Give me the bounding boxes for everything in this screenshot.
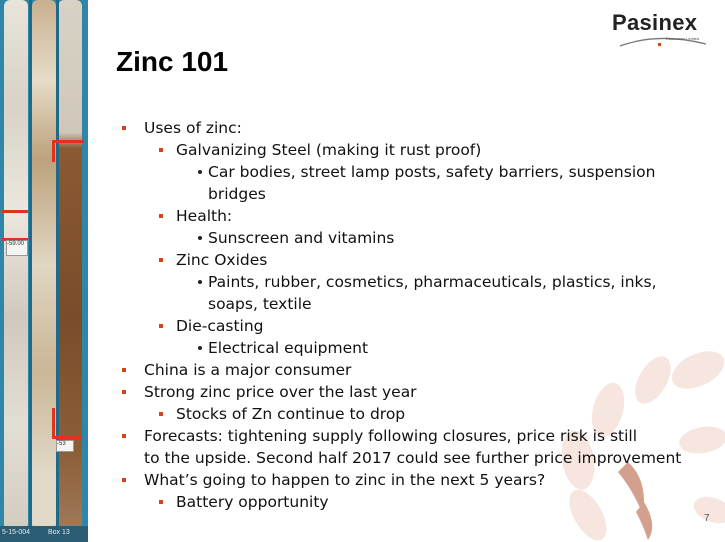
bullet-item: China is a major consumer xyxy=(144,361,352,379)
logo-tagline: Resources Limited xyxy=(666,36,700,41)
bullet-marker xyxy=(159,412,163,416)
bullet-item: Zinc Oxides xyxy=(176,251,268,269)
bullet-marker xyxy=(122,478,126,482)
page-number: 7 xyxy=(704,513,710,524)
tray-label-strip: 5-15-004 Box 13 xyxy=(0,526,88,542)
bullet-item: Strong zinc price over the last year xyxy=(144,383,417,401)
bullet-marker xyxy=(159,214,163,218)
bullet-item: Paints, rubber, cosmetics, pharmaceuticals, plastics, inks, xyxy=(208,273,657,291)
bullet-marker xyxy=(159,324,163,328)
bullet-marker xyxy=(198,280,202,284)
bullet-marker xyxy=(122,390,126,394)
bullet-marker xyxy=(122,368,126,372)
bullet-item: Stocks of Zn continue to drop xyxy=(176,405,406,423)
bullet-item: Forecasts: tightening supply following closures, price risk is still xyxy=(144,427,638,445)
depth-tag: -59.00 xyxy=(6,240,28,256)
bullet-item: Electrical equipment xyxy=(208,339,369,357)
bullet-marker xyxy=(198,170,202,174)
bullet-item-continuation: soaps, textile xyxy=(208,295,312,313)
bullet-marker xyxy=(198,346,202,350)
bullet-marker xyxy=(122,126,126,130)
bullet-item: Galvanizing Steel (making it rust proof) xyxy=(176,141,482,159)
bullet-item: Car bodies, street lamp posts, safety barriers, suspension xyxy=(208,163,656,181)
bullet-item: Die-casting xyxy=(176,317,264,335)
bullet-item: Health: xyxy=(176,207,233,225)
bullet-marker xyxy=(159,500,163,504)
bullet-item-continuation: bridges xyxy=(208,185,266,203)
bullet-item: What’s going to happen to zinc in the next 5 years? xyxy=(144,471,546,489)
bullet-marker xyxy=(159,148,163,152)
bullet-item-continuation: to the upside. Second half 2017 could see further price improvement xyxy=(144,449,682,467)
logo-wordmark: Pasinex xyxy=(612,10,698,35)
depth-tag: -53 xyxy=(56,440,74,452)
bullet-item: Sunscreen and vitamins xyxy=(208,229,395,247)
bullet-item: Battery opportunity xyxy=(176,493,329,511)
bullet-marker xyxy=(122,434,126,438)
bullet-marker xyxy=(159,258,163,262)
bullet-item: Uses of zinc: xyxy=(144,119,242,137)
bullet-marker xyxy=(198,236,202,240)
slide-title: Zinc 101 xyxy=(116,46,229,77)
